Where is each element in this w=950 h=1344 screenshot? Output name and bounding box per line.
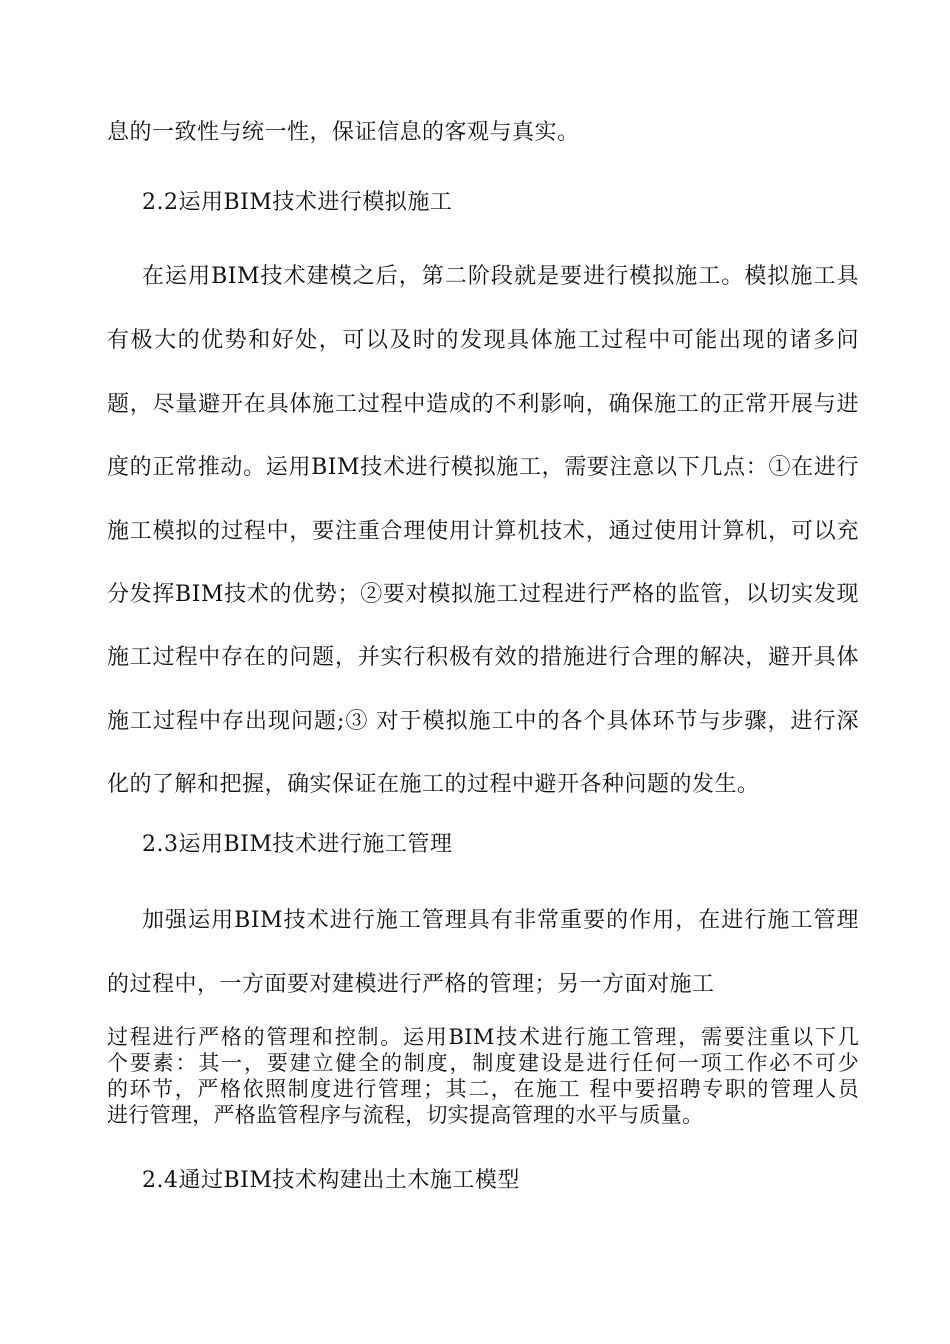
paragraph-line: 进行管理，严格监管程序与流程，切实提高管理的水平与质量。 bbox=[107, 1103, 704, 1127]
paragraph-line: 过程进行严格的管理和控制。运用BIM技术进行施工管理，需要注重以下几 bbox=[107, 1025, 859, 1049]
paragraph-line: 的环节，严格依照制度进行管理；其二，在施工 程中要招聘专职的管理人员 bbox=[107, 1077, 859, 1101]
paragraph-line: 息的一致性与统一性，保证信息的客观与真实。 bbox=[107, 120, 580, 145]
paragraph-line: 施工过程中存出现问题;③ 对于模拟施工中的各个具体环节与步骤，进行深 bbox=[107, 709, 859, 734]
paragraph-line: 个要素：其一，要建立健全的制度，制度建设是进行任何一项工作必不可少 bbox=[107, 1051, 859, 1075]
paragraph-line: 化的了解和把握，确实保证在施工的过程中避开各种问题的发生。 bbox=[107, 772, 760, 797]
paragraph-line: 在运用BIM技术建模之后，第二阶段就是要进行模拟施工。模拟施工具 bbox=[142, 264, 859, 289]
paragraph-line: 有极大的优势和好处，可以及时的发现具体施工过程中可能出现的诸多问 bbox=[107, 328, 859, 353]
section-heading-2-3: 2.3运用BIM技术进行施工管理 bbox=[142, 832, 453, 857]
section-heading-2-4: 2.4通过BIM技术构建出土木施工模型 bbox=[142, 1168, 520, 1193]
paragraph-line: 施工模拟的过程中，要注重合理使用计算机技术，通过使用计算机，可以充 bbox=[107, 519, 859, 544]
section-heading-2-2: 2.2运用BIM技术进行模拟施工 bbox=[142, 190, 453, 215]
paragraph-line: 度的正常推动。运用BIM技术进行模拟施工，需要注意以下几点：①在进行 bbox=[107, 455, 859, 480]
paragraph-line: 的过程中，一方面要对建模进行严格的管理；另一方面对施工 bbox=[107, 972, 715, 997]
paragraph-line: 加强运用BIM技术进行施工管理具有非常重要的作用，在进行施工管理 bbox=[142, 908, 859, 933]
paragraph-line: 题，尽量避开在具体施工过程中造成的不利影响，确保施工的正常开展与进 bbox=[107, 392, 859, 417]
paragraph-line: 分发挥BIM技术的优势；②要对模拟施工过程进行严格的监管，以切实发现 bbox=[107, 582, 859, 607]
paragraph-line: 施工过程中存在的问题，并实行积极有效的措施进行合理的解决，避开具体 bbox=[107, 645, 859, 670]
